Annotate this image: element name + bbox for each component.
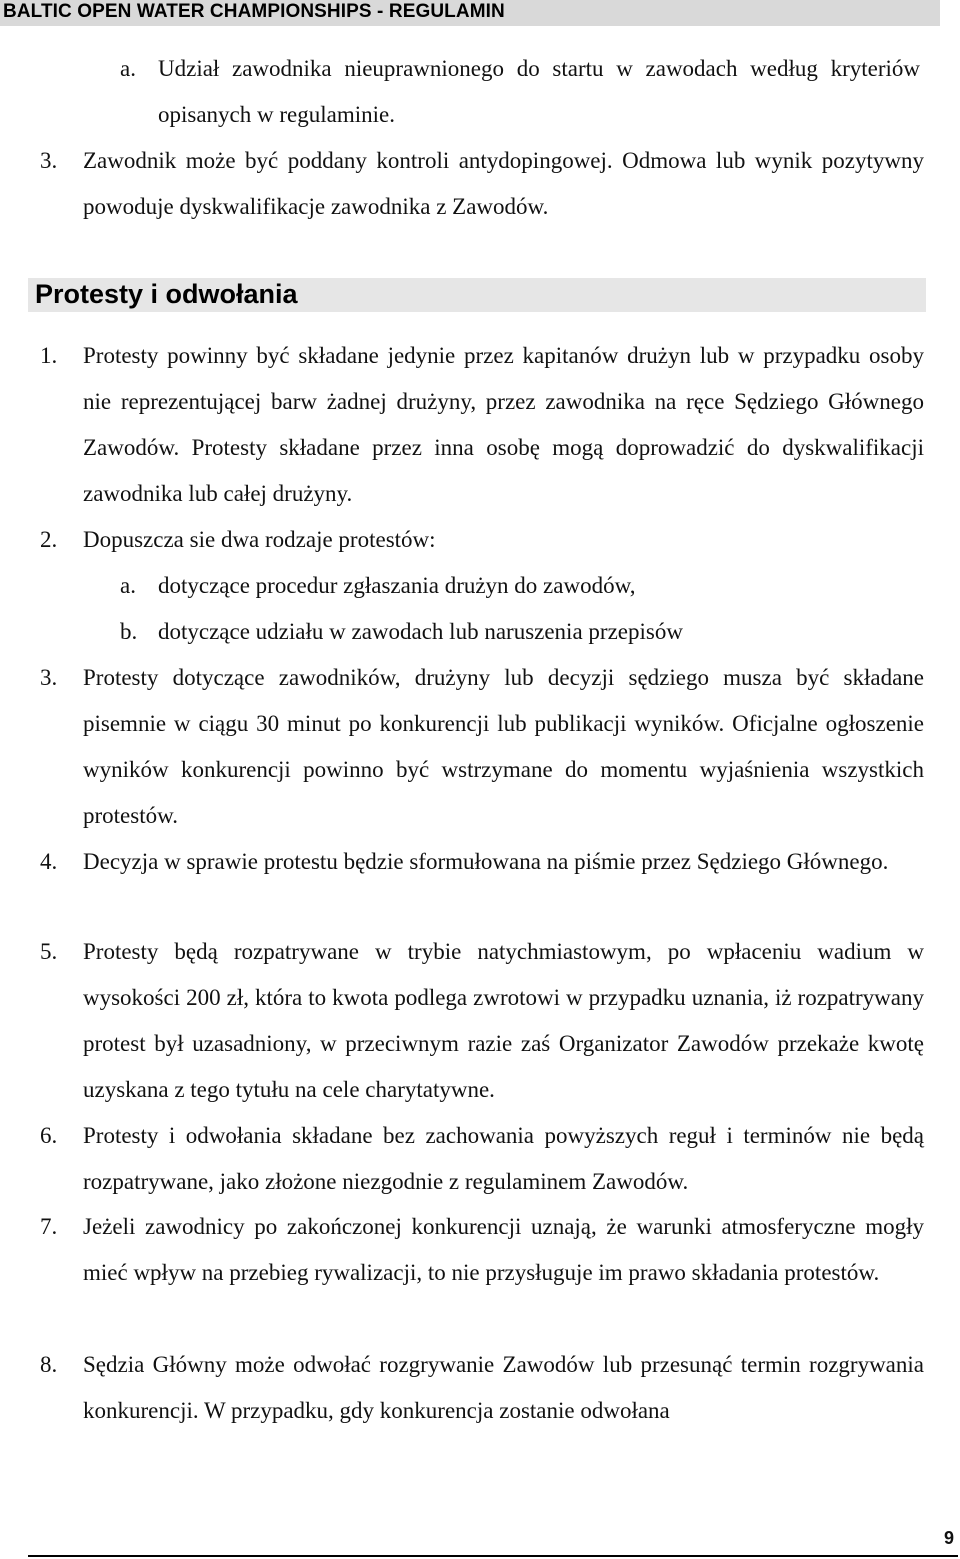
list-item-3 xyxy=(40,138,924,230)
list-subitem-b xyxy=(120,609,920,655)
list-item-text: Dopuszcza sie dwa rodzaje protestów: xyxy=(83,527,436,552)
list-item-8 xyxy=(40,1342,924,1434)
list-item-number: 3. xyxy=(40,665,58,690)
list-item-number: 1. xyxy=(40,343,58,368)
list-item-text: Decyzja w sprawie protestu będzie sformułowana na piśmie przez Sędziego Głównego. xyxy=(83,849,889,874)
list-item-text: Jeżeli zawodnicy po zakończonej konkurencji uznają, że warunki atmosferyczne mogły mieć wpływ na przebieg rywalizacji, to nie przysługuje im prawo składania protestów. xyxy=(83,1214,924,1285)
list-item-number: 5. xyxy=(40,939,58,964)
document-header-title: BALTIC OPEN WATER CHAMPIONSHIPS - REGULAMIN xyxy=(3,1,505,22)
section-title: Protesty i odwołania xyxy=(35,279,298,309)
list-item-text: dotyczące udziału w zawodach lub naruszenia przepisów xyxy=(158,619,683,644)
list-item-number: 8. xyxy=(40,1352,58,1377)
page-number: 9 xyxy=(943,1528,954,1548)
list-item-number: a. xyxy=(120,56,136,81)
list-item-text: Protesty powinny być składane jedynie przez kapitanów drużyn lub w przypadku osoby nie reprezentującej barw żadnej drużyny, przez zawodnika na ręce Sędziego Głównego Zawodów. Protesty składane przez inna osobę mogą doprowadzić do dyskwalifikacji zawodnika lub całej drużyny. xyxy=(83,343,924,506)
list-item-text: Sędzia Główny może odwołać rozgrywanie Zawodów lub przesunąć termin rozgrywania konkurencji. W przypadku, gdy konkurencja zostanie odwołana xyxy=(83,1352,924,1423)
list-item-2 xyxy=(40,517,924,563)
list-item-text: Protesty dotyczące zawodników, drużyny lub decyzji sędziego musza być składane pisemnie w ciągu 30 minut po konkurencji lub publikacji wyników. Oficjalne ogłoszenie wyników konkurencji powinno być wstrzymane do momentu wyjaśnienia wszystkich protestów. xyxy=(83,665,924,828)
list-item-3 xyxy=(40,655,924,839)
list-item-number: 4. xyxy=(40,849,58,874)
list-item-a xyxy=(120,46,920,138)
list-item-text: Protesty i odwołania składane bez zachowania powyższych reguł i terminów nie będą rozpatrywane, jako złożone niezgodnie z regulaminem Zawodów. xyxy=(83,1123,924,1194)
list-item-7 xyxy=(40,1204,924,1296)
list-item-6 xyxy=(40,1113,924,1205)
list-item-number: 6. xyxy=(40,1123,58,1148)
list-item-text: Zawodnik może być poddany kontroli antydopingowej. Odmowa lub wynik pozytywny powoduje dyskwalifikacje zawodnika z Zawodów. xyxy=(83,148,924,219)
list-item-number: 7. xyxy=(40,1214,58,1239)
list-item-4 xyxy=(40,839,924,885)
list-item-5 xyxy=(40,929,924,1113)
list-item-1 xyxy=(40,333,924,517)
list-item-text: Udział zawodnika nieuprawnionego do startu w zawodach według kryteriów opisanych w regulaminie. xyxy=(158,56,920,127)
list-item-text: Protesty będą rozpatrywane w trybie natychmiastowym, po wpłaceniu wadium w wysokości 200 zł, która to kwota podlega zwrotowi w przypadku uznania, iż rozpatrywany protest był uzasadniony, w przeciwnym razie zaś Organizator Zawodów przekaże kwotę uzyskana z tego tytułu na cele charytatywne. xyxy=(83,939,924,1102)
list-item-number: 2. xyxy=(40,527,58,552)
list-subitem-a xyxy=(120,563,920,609)
list-item-number: a. xyxy=(120,573,136,598)
header-bar xyxy=(0,0,940,26)
footer-divider xyxy=(28,1555,958,1557)
list-item-number: b. xyxy=(120,619,138,644)
list-item-number: 3. xyxy=(40,148,58,173)
list-item-text: dotyczące procedur zgłaszania drużyn do zawodów, xyxy=(158,573,636,598)
section-heading-bar xyxy=(28,278,926,312)
